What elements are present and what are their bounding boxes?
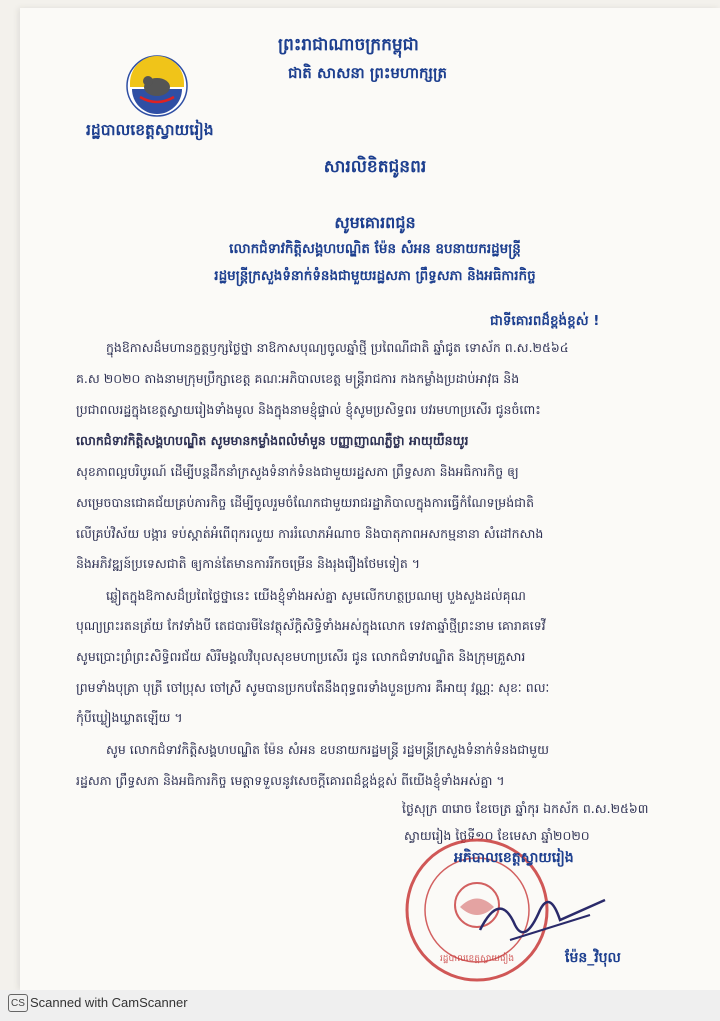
addressee-title: រដ្ឋមន្ត្រីក្រសួងទំនាក់ទំនងជាមួយរដ្ឋសភា ព្រឹទ្ធសភា និងអធិការកិច្ច bbox=[214, 268, 536, 284]
signatory-position: អភិបាលខេត្តស្វាយរៀង bbox=[454, 850, 574, 866]
honorific: ជាទីគោរពដ៏ខ្ពង់ខ្ពស់ ! bbox=[490, 313, 600, 329]
scanner-watermark: Scanned with CamScanner bbox=[30, 995, 188, 1010]
solar-date: ស្វាយរៀង ថ្ងៃទី១០ ខែមេសា ឆ្នាំ២០២០ bbox=[404, 828, 590, 843]
paragraph-line: គ.ស ២០២០ តាងនាមក្រុមប្រឹក្សាខេត្ត គណៈអភិបាលខេត្ត មន្ត្រីរាជការ កងកម្លាំងប្រដាប់អាវុធ និង bbox=[76, 371, 520, 386]
issuing-authority: រដ្ឋបាលខេត្តស្វាយរៀង bbox=[86, 121, 214, 139]
paragraph-line: ព្រមទាំងបុត្រា បុត្រី ចៅប្រុស ចៅស្រី សូមបានប្រកបតែនឹងពុទ្ធពរទាំងបួនប្រការ គឺអាយុ វណ្ណៈ សុខៈ ពលៈ bbox=[76, 680, 550, 695]
paragraph-line: ឆ្លៀតក្នុងឱកាសដ៏ប្រពៃថ្លៃថ្នានេះ យើងខ្ញុំទាំងអស់គ្នា សូមលើកហត្ថប្រណម្យ បួងសួងដល់គុណ bbox=[106, 588, 526, 603]
paragraph-line: បុណ្យព្រះរតនត្រ័យ កែវទាំងបី តេជបារមីនៃវត្ថុស័ក្តិសិទ្ធិទាំងអស់ក្នុងលោក ទេវតាឆ្នាំថ្មីព្រះនាម គោរាគទេវី bbox=[76, 618, 546, 633]
kingdom-heading: ព្រះរាជាណាចក្រកម្ពុជា bbox=[278, 35, 419, 55]
paragraph-line: និងអភិវឌ្ឍន៍ប្រទេសជាតិ ឲ្យកាន់តែមានការរីកចម្រើន និងរុងរឿងថែមទៀត ។ bbox=[76, 556, 421, 571]
signatory-name: ម៉ែន_វិបុល bbox=[565, 950, 621, 966]
paragraph-line: លើគ្រប់វិស័យ បង្ការ ទប់ស្កាត់អំពើពុករលួយ ការរំលោភអំណាច និងបាតុភាពអសកម្មនានា សំដៅកសាង bbox=[76, 526, 544, 541]
national-motto: ជាតិ សាសនា ព្រះមហាក្សត្រ bbox=[288, 64, 447, 82]
paragraph-line: សម្រេចបានជោគជ័យគ្រប់ភារកិច្ច ដើម្បីចូលរួមចំណែកជាមួយរាជរដ្ឋាភិបាលក្នុងការធ្វើកំណែទម្រង់ជាតិ bbox=[76, 495, 535, 510]
paragraph-line: ក្នុងឱកាសដ៏មហានក្ខត្តឫក្សថ្ងៃថ្នា នាឱកាសបុណ្យចូលឆ្នាំថ្មី ប្រពៃណីជាតិ ឆ្នាំជូត ទោស័ក ព.ស.២៥៦៤ bbox=[106, 340, 569, 355]
letter-title: សារលិខិតជូនពរ bbox=[323, 157, 427, 177]
svg-text:រដ្ឋបាលខេត្តស្វាយរៀង: រដ្ឋបាលខេត្តស្វាយរៀង bbox=[439, 954, 515, 964]
paragraph-line: លោកជំទាវកិត្តិសង្គហបណ្ឌិត សូមមានកម្លាំងពលំមាំមួន បញ្ញាញាណភ្លឺថ្លា អាយុយឺនយូរ bbox=[76, 433, 469, 448]
paragraph-line: សុខភាពល្អបរិបូរណ៍ ដើម្បីបន្តដឹកនាំក្រសួងទំនាក់ទំនងជាមួយរដ្ឋសភា ព្រឹទ្ធសភា និងអធិការកិច្ច ឲ្យ bbox=[76, 464, 519, 479]
paragraph-line: រដ្ឋសភា ព្រឹទ្ធសភា និងអធិការកិច្ច មេត្តាទទួលនូវសេចក្តីគោរពដ៏ខ្ពង់ខ្ពស់ ពីយើងខ្ញុំទាំងអស់គ្នា ។ bbox=[76, 773, 505, 788]
paragraph-line: សូម លោកជំទាវកិត្តិសង្គហបណ្ឌិត ម៉ែន សំអន ឧបនាយករដ្ឋមន្ត្រី រដ្ឋមន្ត្រីក្រសួងទំនាក់ទំនងជាមួយ bbox=[106, 742, 550, 757]
lunar-date: ថ្ងៃសុក្រ ៣រោច ខែចេត្រ ឆ្នាំកុរ ឯកស័ក ព.ស.២៥៦៣ bbox=[402, 801, 649, 816]
camscanner-logo-icon: CS bbox=[8, 994, 28, 1012]
salutation: សូមគោរពជូន bbox=[334, 213, 416, 232]
handwritten-signature-icon bbox=[470, 880, 610, 950]
paragraph-line: កុំបីឃ្លៀងឃ្លាតឡើយ ។ bbox=[76, 710, 183, 725]
provincial-emblem-icon bbox=[126, 55, 188, 117]
addressee-name: លោកជំទាវកិត្តិសង្គហបណ្ឌិត ម៉ែន សំអន ឧបនាយករដ្ឋមន្ត្រី bbox=[229, 241, 521, 257]
paragraph-line: ប្រជាពលរដ្ឋក្នុងខេត្តស្វាយរៀងទាំងមូល និងក្នុងនាមខ្ញុំផ្ទាល់ ខ្ញុំសូមប្រសិទ្ធពរ បវរមហាប្រសើរ ជូនចំពោះ bbox=[76, 402, 541, 417]
paragraph-line: សូមប្រោះព្រំព្រះសិទ្ធិពរជ័យ សិរីមង្គលវិបុលសុខមហាប្រសើរ ជូន លោកជំទាវបណ្ឌិត និងក្រុមគ្រួសារ bbox=[76, 649, 526, 664]
